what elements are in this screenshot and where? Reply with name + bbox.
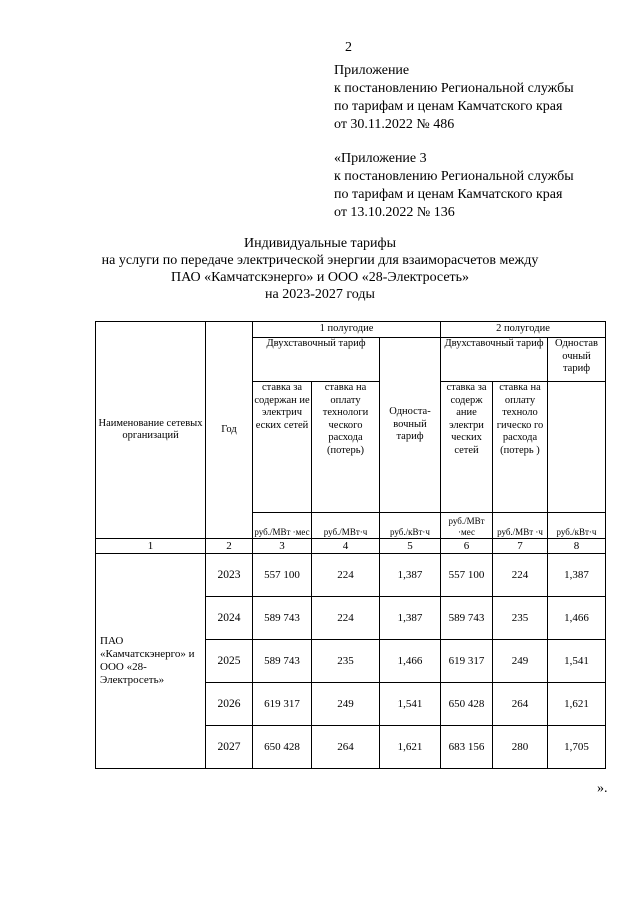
header-two-rate-2: Двухставочный тариф	[441, 338, 548, 382]
value-cell: 1,705	[548, 726, 606, 769]
value-cell: 224	[312, 554, 380, 597]
annex-line: к постановлению Региональной службы	[334, 169, 574, 184]
annex-line: к постановлению Региональной службы	[334, 81, 574, 96]
value-cell: 589 743	[441, 597, 493, 640]
value-cell: 650 428	[253, 726, 312, 769]
value-cell: 224	[312, 597, 380, 640]
value-cell: 249	[312, 683, 380, 726]
column-number: 6	[441, 539, 493, 554]
unit-cell: руб./МВт ·мес	[253, 513, 312, 539]
header-rate-maint-1: ставка за содержан ие электрич еских сетей	[253, 382, 312, 513]
column-number: 4	[312, 539, 380, 554]
value-cell: 1,621	[380, 726, 441, 769]
year-cell: 2025	[206, 640, 253, 683]
value-cell: 235	[493, 597, 548, 640]
header-year: Год	[206, 322, 253, 539]
page-number: 2	[345, 40, 352, 55]
header-half-2: 2 полугодие	[441, 322, 606, 338]
year-cell: 2026	[206, 683, 253, 726]
header-one-rate-2: Одностав очный тариф	[548, 338, 606, 382]
header-half-1: 1 полугодие	[253, 322, 441, 338]
header-rate-loss-2: ставка на оплату техноло гическо го расхода (потерь )	[493, 382, 548, 513]
annex-line: от 30.11.2022 № 486	[334, 117, 455, 132]
column-number: 8	[548, 539, 606, 554]
column-number: 2	[206, 539, 253, 554]
value-cell: 1,387	[548, 554, 606, 597]
header-rate-maint-2: ставка за содерж ание электри ческих сетей	[441, 382, 493, 513]
column-number: 1	[96, 539, 206, 554]
value-cell: 264	[312, 726, 380, 769]
value-cell: 683 156	[441, 726, 493, 769]
header-org: Наименование сетевых организаций	[96, 322, 206, 539]
value-cell: 1,621	[548, 683, 606, 726]
closing-quote-mark: ».	[597, 781, 608, 796]
annex-line: по тарифам и ценам Камчатского края	[334, 99, 563, 114]
column-number: 7	[493, 539, 548, 554]
value-cell: 589 743	[253, 597, 312, 640]
value-cell: 557 100	[253, 554, 312, 597]
year-cell: 2024	[206, 597, 253, 640]
document-title	[0, 235, 640, 303]
annex-line: от 13.10.2022 № 136	[334, 205, 455, 220]
annex-header	[334, 62, 574, 134]
value-cell: 1,541	[380, 683, 441, 726]
table-row	[96, 554, 606, 597]
unit-cell: руб./МВт ·мес	[441, 513, 493, 539]
value-cell: 1,387	[380, 597, 441, 640]
annex-3-header	[334, 150, 574, 222]
year-cell: 2027	[206, 726, 253, 769]
value-cell: 264	[493, 683, 548, 726]
header-empty	[548, 382, 606, 513]
unit-cell: руб./МВт ·ч	[493, 513, 548, 539]
value-cell: 249	[493, 640, 548, 683]
value-cell: 1,541	[548, 640, 606, 683]
unit-cell: руб./МВт·ч	[312, 513, 380, 539]
value-cell: 224	[493, 554, 548, 597]
value-cell: 650 428	[441, 683, 493, 726]
header-rate-loss-1: ставка на оплату технологи ческого расхода (потерь)	[312, 382, 380, 513]
org-name-cell: ПАО «Камчатскэнерго» и ООО «28-Электросеть»	[96, 554, 206, 769]
annex-line: по тарифам и ценам Камчатского края	[334, 187, 563, 202]
year-cell: 2023	[206, 554, 253, 597]
title-line: на 2023-2027 годы	[265, 287, 375, 302]
title-line: на услуги по передаче электрической энергии для взаиморасчетов между	[101, 253, 539, 268]
annex-line: Приложение	[334, 63, 410, 78]
header-one-rate-1: Односта-вочный тариф	[380, 338, 441, 513]
unit-cell: руб./кВт·ч	[380, 513, 441, 539]
value-cell: 280	[493, 726, 548, 769]
value-cell: 1,466	[548, 597, 606, 640]
header-two-rate-1: Двухставочный тариф	[253, 338, 380, 382]
column-number: 3	[253, 539, 312, 554]
value-cell: 619 317	[441, 640, 493, 683]
value-cell: 235	[312, 640, 380, 683]
tariff-table	[95, 321, 606, 769]
value-cell: 1,466	[380, 640, 441, 683]
column-number: 5	[380, 539, 441, 554]
annex-line: «Приложение 3	[334, 151, 427, 166]
title-line: Индивидуальные тарифы	[243, 236, 397, 251]
value-cell: 1,387	[380, 554, 441, 597]
value-cell: 619 317	[253, 683, 312, 726]
value-cell: 557 100	[441, 554, 493, 597]
value-cell: 589 743	[253, 640, 312, 683]
unit-cell: руб./кВт·ч	[548, 513, 606, 539]
title-line: ПАО «Камчатскэнерго» и ООО «28-Электросеть»	[170, 270, 470, 285]
